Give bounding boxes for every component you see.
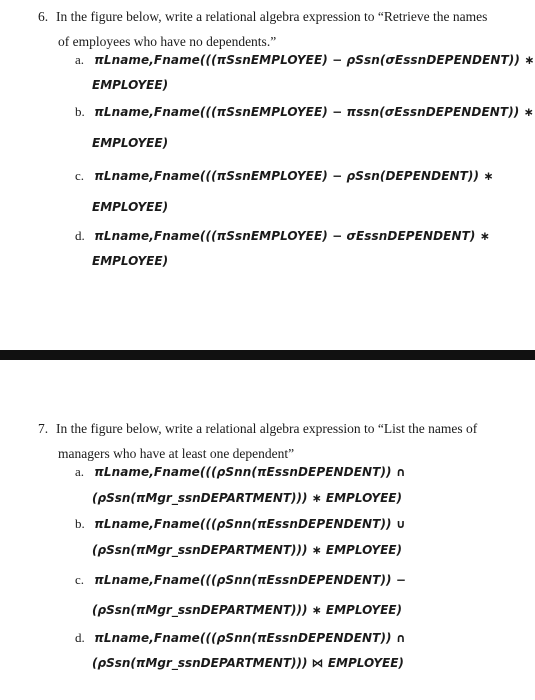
option-expression-line-1: πLname,Fname(((πSsnEMPLOYEE) − ρSsn(σEssnDEPENDENT)) ∗ [94, 53, 535, 67]
option-expression-line-2: EMPLOYEE) [92, 200, 169, 214]
question-number: 6. [38, 9, 49, 24]
option-letter: c. [75, 168, 85, 183]
option-expression-line-1: πLname,Fname(((πSsnEMPLOYEE) − ρSsn(DEPENDENT)) ∗ [94, 169, 494, 183]
question-7-text [38, 416, 508, 466]
option-expression-line-2: (ρSsn(πMgr_ssnDEPARTMENT))) ⋈ EMPLOYEE) [92, 656, 404, 670]
option-expression-line-2: (ρSsn(πMgr_ssnDEPARTMENT))) ∗ EMPLOYEE) [92, 491, 402, 505]
option-letter: c. [75, 572, 85, 587]
question-number: 7. [38, 421, 49, 436]
option-letter: a. [75, 52, 85, 67]
option-expression-line-2: (ρSsn(πMgr_ssnDEPARTMENT))) ∗ EMPLOYEE) [92, 603, 402, 617]
option-letter: d. [75, 630, 85, 645]
option-letter: a. [75, 464, 85, 479]
question-line-1: In the figure below, write a relational algebra expression to “Retrieve the names [56, 9, 488, 24]
option-expression-line-1: πLname,Fname(((πSsnEMPLOYEE) − πssn(σEssnDEPENDENT)) ∗ [94, 105, 534, 119]
option-expression-line-1: πLname,Fname(((ρSnn(πEssnDEPENDENT)) ∪ [94, 517, 406, 531]
question-line-2: managers who have at least one dependent” [58, 446, 295, 461]
option-letter: b. [75, 104, 85, 119]
question-line-2: of employees who have no dependents.” [58, 34, 277, 49]
option-letter: b. [75, 516, 85, 531]
option-expression-line-2: EMPLOYEE) [92, 254, 169, 268]
option-expression-line-2: EMPLOYEE) [92, 78, 169, 92]
option-expression-line-1: πLname,Fname(((ρSnn(πEssnDEPENDENT)) ∩ [94, 631, 406, 645]
question-6-text [38, 4, 508, 54]
option-expression-line-2: (ρSsn(πMgr_ssnDEPARTMENT))) ∗ EMPLOYEE) [92, 543, 402, 557]
section-divider [0, 350, 535, 360]
option-expression-line-1: πLname,Fname(((πSsnEMPLOYEE) − σEssnDEPENDENT) ∗ [94, 229, 490, 243]
question-line-1: In the figure below, write a relational algebra expression to “List the names of [56, 421, 478, 436]
option-letter: d. [75, 228, 85, 243]
question-7-panel [0, 360, 535, 700]
option-expression-line-1: πLname,Fname(((ρSnn(πEssnDEPENDENT)) − [94, 573, 407, 587]
option-expression-line-2: EMPLOYEE) [92, 136, 169, 150]
option-expression-line-1: πLname,Fname(((ρSnn(πEssnDEPENDENT)) ∩ [94, 465, 406, 479]
